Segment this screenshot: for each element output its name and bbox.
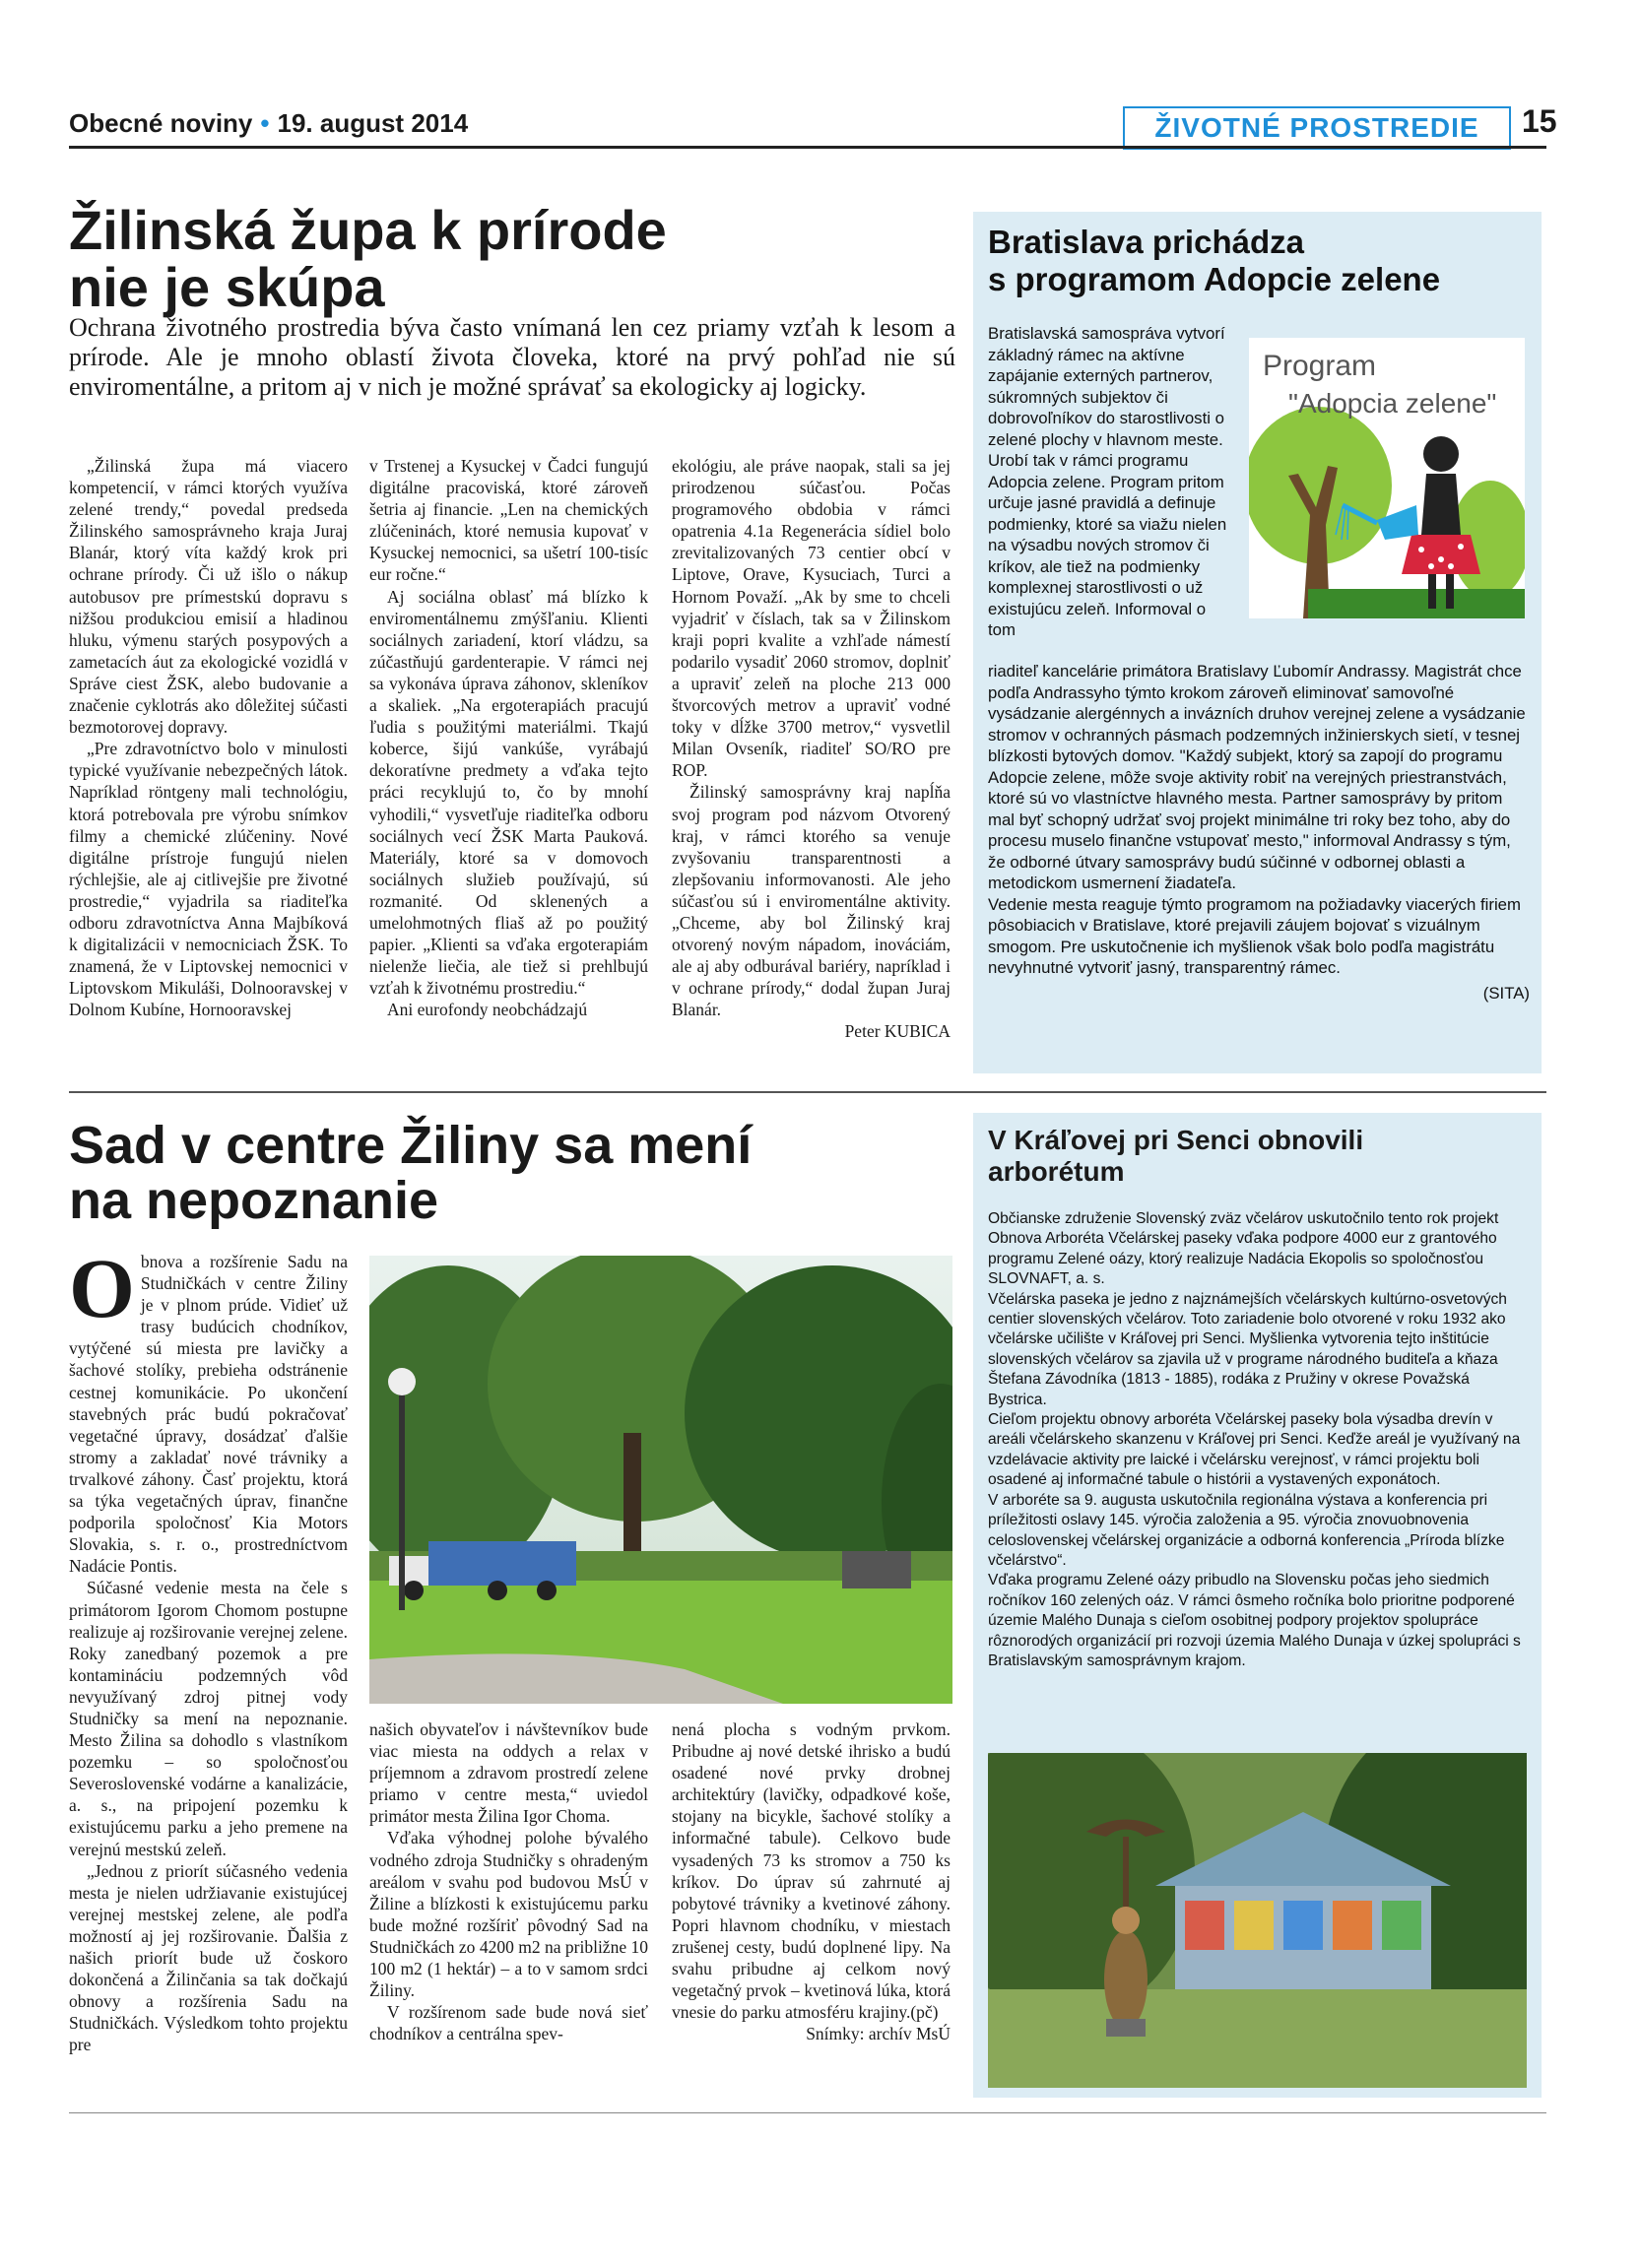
paragraph: Vedenie mesta reaguje týmto programom na požiadavky viacerých firiem pôsobiacich v Bratislave, ktoré prejavili záujem bojovať s vizuálnym smogom. Pre uskutočnenie ich myšlienok však bolo podľa magistrátu nevyhnutné vytvoriť jasný, transparentný rámec. xyxy=(988,894,1521,977)
article1-column-3 xyxy=(672,455,951,1043)
illustration-caption-1: Program xyxy=(1263,350,1377,382)
issue-date: 19. august 2014 xyxy=(277,108,469,138)
sidebar2-text xyxy=(988,1209,1530,1671)
sidebar2-title-line2: arborétum xyxy=(988,1156,1125,1187)
tree-watering-illustration xyxy=(1249,338,1525,618)
paragraph: našich obyvateľov i návštevníkov bude viac miesta na oddych a relax v príjemnom a zdravom prostredí zelene priamo v centre mesta,“ uviedol primátor mesta Žilina Igor Choma. xyxy=(369,1719,648,1827)
sidebar2-title xyxy=(988,1125,1530,1188)
article2-title-line1: Sad v centre Žiliny sa mení xyxy=(69,1116,753,1175)
article2-title xyxy=(69,1118,955,1228)
section-divider xyxy=(69,1091,1546,1093)
paragraph: Vďaka programu Zelené oázy pribudlo na Slovensku počas jeho siedmich ročníkov 160 zelených oáz. V rámci ôsmeho ročníka bolo prioritne podporené územie Malého Dunaja s cieľom osobitnej podpory projektov spolupráce rôznorodých organizácií pri rozvoji územia Malého Dunaja v úzkej spolupráci s Bratislavským samosprávnym krajom. xyxy=(988,1572,1521,1669)
paragraph: Žilinský samosprávny kraj napĺňa svoj program pod názvom Otvorený kraj, v rámci ktorého sa venuje zvyšovaniu transparentnosti a zlepšovaniu informovanosti. Ale jeho súčasťou sú i enviromentálne aktivity. „Chceme, aby bol Žilinský kraj otvorený novým nápadom, inováciám, ale aj aby odburával bariéry, napríklad i v ochrane prírody,“ dodal župan Juraj Blanár. xyxy=(672,782,951,1020)
paragraph: Cieľom projektu obnovy arboréta Včelárskej paseky bola výsadba drevín v areáli včelárskeho skanzenu v Kráľovej pri Senci. Keďže areál je využívaný na vzdelávacie aktivity pre laické i včelársku verejnosť, v rámci projektu boli osadené aj informačné tabule o histórii a vystavených exponátoch. xyxy=(988,1411,1521,1489)
article1-column-2 xyxy=(369,455,648,1020)
paragraph: „Žilinská župa má viacero kompetencií, v rámci ktorých využíva zelené trendy,“ povedal predseda Žilinského samosprávneho kraja Juraj Blanár, ktorý víta každý krok pri ochrane prírody. Či už išlo o nákup autobusov pre prímestskú dopravu s nižšou produkciou emisií a hladinou hluku, výmenu starých posypových a zametacích áut za ekologické vozidlá v Správe ciest ŽSK, alebo budovanie a značenie cyklotrás ako dôležitej súčasti bezmotorovej dopravy. xyxy=(69,456,348,738)
paragraph: V rozšírenom sade bude nová sieť chodníkov a centrálna spev- xyxy=(369,2002,648,2044)
park-photo xyxy=(369,1256,952,1704)
article1-column-1 xyxy=(69,455,348,1020)
paragraph: Aj sociálna oblasť má blízko k enviromentálnemu zmýšľaniu. Klienti sociálnych zariadení, ktorí vládzu, sa zúčastňujú gardenterapie. V rámci nej sa vykonáva úprava záhonov, skleníkov a skaliek. „Na ergoterapiách pracujú ľudia s použitými materiálmi. Tkajú koberce, šijú vankúše, vyrábajú dekoratívne predmety a vďaka tejto práci recyklujú to, čo by mnohí vyhodili,“ vysvetľuje riaditeľka odboru sociálnych vecí ŽSK Marta Pauková. Materiály, ktoré sa v domovoch sociálnych služieb používajú, sú rozmanité. Od sklenených a umelohmotných fliaš až po použitý papier. „Klienti sa vďaka ergoterapiám nielenže liečia, ale tiež si prehlbujú vzťah k životnému prostrediu.“ xyxy=(369,586,648,999)
sidebar-arboretum xyxy=(973,1113,1542,2098)
paragraph: „Jednou z priorít súčasného vedenia mesta je nielen udržiavanie existujúcej verejnej mestskej zelene, ale podľa možností aj jej rozširovanie. Ďalšia z našich priorít bude už čoskoro dokončená a Žilinčania sa tak dočkajú obnovy a rozšírenia Sadu na Studničkách. Výsledkom tohto projektu pre xyxy=(69,1860,348,2055)
section-badge: ŽIVOTNÉ PROSTREDIE xyxy=(1123,106,1511,150)
photo-credit: Snímky: archív MsÚ xyxy=(806,2024,951,2044)
sidebar-adopcia-zelene xyxy=(973,212,1542,1073)
article2-title-line2: na nepoznanie xyxy=(69,1171,439,1230)
sidebar1-source: (SITA) xyxy=(1482,983,1530,1003)
paragraph: bnova a rozšírenie Sadu na Studničkách v centre Žiliny je v plnom prúde. Vidieť už trasy budúcich chodníkov, vytýčené sú miesta pre lavičky a šachové stolíky, prebieha odstránenie cestnej komunikácie. Po ukončení stavebných prác budú pokračovať vegetačné úpravy, dosádzať ďalšie stromy a zakladať nové trávniky a trvalkové záhony. Časť projektu, ktorá sa týka vegetačných úprav, finančne podporila spoločnosť Kia Motors Slovakia, s. r. o., prostredníctvom Nadácie Pontis. xyxy=(69,1252,348,1577)
paragraph: Ani eurofondy neobchádzajú xyxy=(387,1000,588,1020)
page-number: 15 xyxy=(1522,103,1557,139)
article2-column-3 xyxy=(672,1718,951,2044)
article2-column-1 xyxy=(69,1241,348,2055)
paragraph: „Pre zdravotníctvo bolo v minulosti typické využívanie nebezpečných látok. Napríklad röntgeny mali technológiu, ktorá potrebovala pre výrobu snímkov filmy a chemické zlúčeniny. Nové digitálne prístroje fungujú nielen rýchlejšie, ale aj citlivejšie pre životné prostredie,“ vyjadrila sa riaditeľka odboru zdravotníctva Anna Majbíková k digitalizácii v nemocniciach ŽSK. To znamená, že v Liptovskej nemocnici v Liptovskom Mikuláši, Dolnooravskej v Dolnom Kubíne, Hornooravskej xyxy=(69,739,348,1020)
paragraph: Včelárska paseka je jedno z najznámejších včelárskych kultúrno-osvetových centier slovenských včelárov. Toto zariadenie bolo otvorené v roku 1932 ako včelárske učilište v Kráľovej pri Senci. Myšlienka vytvorenia tejto inštitúcie slovenských včelárov sa zjavila už v programe národného buditeľa a kňaza Štefana Závodníka (1813 - 1885), rodáka z Pružiny v okrese Považská Bystrica. xyxy=(988,1290,1507,1408)
article1-title xyxy=(69,199,955,318)
article1-author: Peter KUBICA xyxy=(844,1021,951,1042)
paragraph: V arboréte sa 9. augusta uskutočnila regionálna výstava a konferencia pri príležitosti oslavy 145. výročia založenia a 95. výročia znovuobnovenia celoslovenskej včelárskej organizácie a odborná konferencia „Príroda blízke včelárstvo“. xyxy=(988,1491,1505,1569)
illustration-caption-2: "Adopcia zelene" xyxy=(1288,388,1497,419)
article1-lead: Ochrana životného prostredia býva často vnímaná len cez priamy vzťah k lesom a prírode. Ale je mnoho oblastí života človeka, ktoré na prvý pohľad nie sú enviromentálne, a pritom aj v nich je možné správať sa ekologicky aj logicky. xyxy=(69,313,955,401)
sidebar1-full-text xyxy=(988,661,1530,1004)
sidebar2-title-line1: V Kráľovej pri Senci obnovili xyxy=(988,1125,1364,1155)
sidebar1-title-line2: s programom Adopcie zelene xyxy=(988,261,1441,297)
separator-dot: • xyxy=(260,108,270,138)
paragraph: ekológiu, ale práve naopak, stali sa jej prirodzenou súčasťou. Počas programového obdobia v rámci opatrenia 4.1a Regenerácia sídiel bolo zrevitalizovaných 73 centier obcí v Liptove, Orave, Kysuciach, Turci a Hornom Považí. „Ak by sme to chceli vyjadriť v číslach, tak sa v Žilinskom kraji popri kvalite a vzhľade námestí podarilo vysadiť 2060 stromov, doplniť a upraviť zeleň na ploche 213 000 štvorcových metrov a upraviť vodné toky v dĺžke 3700 metrov,“ vysvetlil Milan Ovseník, riaditeľ SO/RO pre ROP. xyxy=(672,456,951,781)
sidebar1-title xyxy=(988,224,1530,298)
paragraph: Vďaka výhodnej polohe bývalého vodného zdroja Studničky s ohradeným areálom v svahu pod budovou MsÚ v Žiline a blízkosti k existujúcemu parku bude možné rozšíriť pôvodný Sad na Studničkách zo 4200 m2 na približne 10 100 m2 (1 hektár) – a to v samom srdci Žiliny. xyxy=(369,1828,648,2001)
adopcia-zelene-illustration xyxy=(1249,338,1525,618)
park-with-trucks-photo xyxy=(369,1256,952,1704)
paper-name: Obecné noviny xyxy=(69,108,253,138)
article1-title-line2: nie je skúpa xyxy=(69,256,385,318)
dropcap: O xyxy=(69,1241,135,1335)
footer-rule xyxy=(69,2112,1546,2113)
paragraph: Občianske združenie Slovenský zväz včelárov uskutočnilo tento rok projekt Obnova Arboréta Včelárskej paseky vďaka podpore 4000 eur z grantového programu Zelené oázy, ktorý realizuje Nadácia Ekopolis so spoločnosťou SLOVNAFT, a. s. xyxy=(988,1210,1499,1288)
arboretum-photo xyxy=(988,1753,1527,2088)
sidebar1-narrow-text: Bratislavská samospráva vytvorí základný rámec na aktívne zapájanie externých partnerov, súkromných subjektov či dobrovoľníkov do starostlivosti o zelené plochy v hlavnom meste. Urobí tak v rámci programu Adopcia zelene. Program pritom určuje jasné pravidlá a definuje podmienky, ktoré sa viažu nielen na výsadbu nových stromov či kríkov, ale tiež na podmienky komplexnej starostlivosti o už existujúcu zeleň. Informoval o tom xyxy=(988,324,1227,639)
paragraph: nená plocha s vodným prvkom. Pribudne aj nové detské ihrisko a budú osadené nové prvky drobnej architektúry (lavičky, odpadkové koše, stojany na bicykle, šachové stolíky a informačné tabule). Celkovo bude vysadených 73 ks stromov a 750 ks kríkov. Do úprav sú zahrnuté aj pobytové trávniky a kvetinové záhony. Popri hlavnom chodníku, v miestach zrušenej cesty, budú doplnené lipy. Na svahu pribudne aj celkom nový vegetačný prvok – kvetinová lúka, ktorá vnesie do parku atmosféru krajiny.(pč) xyxy=(672,1719,951,2023)
paragraph: Súčasné vedenie mesta na čele s primátorom Igorom Chomom postupne realizuje aj rozširovanie verejnej zelene. Roky zanedbaný pozemok a pre kontamináciu podzemných vôd nevyužívaný zdroj pitnej vody Studničky sa mení na nepoznanie. Mesto Žilina sa dohodlo s vlastníkom pozemku – so spoločnosťou Severoslovenské vodárne a kanalizácie, a. s., na pripojení pozemku k existujúcemu parku a jeho premene na verejnú mestskú zeleň. xyxy=(69,1578,348,1859)
sidebar1-title-line1: Bratislava prichádza xyxy=(988,224,1304,260)
apiary-building-photo xyxy=(988,1753,1527,2088)
article1-title-line1: Žilinská župa k prírode xyxy=(69,199,667,261)
paragraph: v Trstenej a Kysuckej v Čadci fungujú digitálne pracoviská, ktoré zároveň šetria aj financie. „Len na chemických zlúčeninách, ktoré nemusia kupovať v Kysuckej nemocnici, sa ušetrí 100-tisíc eur ročne.“ xyxy=(369,456,648,585)
paragraph: riaditeľ kancelárie primátora Bratislavy Ľubomír Andrassy. Magistrát chce podľa Andrassyho týmto krokom zároveň eliminovať samovoľné vysádzanie alergénnych a invázních druhov verejnej zelene a vysádzanie stromov v ochranných pásmach podzemných inžinierskych sietí, v tesnej blízkosti bytových domov. "Každý subjekt, ktorý sa zapojí do programu Adopcie zelene, môže svoje aktivity robiť na verejných priestranstvách, ktoré sú vo vlastníctve hlavného mesta. Partner samosprávy by pritom mal byť schopný udržať svoj projekt minimálne tri roky bez toho, aby do procesu muselo finančne vstupovať mesto," informoval Andrassy s tým, že odborné útvary samosprávy budú súčinné v odbornej oblasti a metodickom usmernení žiadateľa. xyxy=(988,662,1526,892)
header-paper-info xyxy=(69,108,468,139)
article2-column-2 xyxy=(369,1718,648,2044)
header-rule xyxy=(69,146,1546,149)
